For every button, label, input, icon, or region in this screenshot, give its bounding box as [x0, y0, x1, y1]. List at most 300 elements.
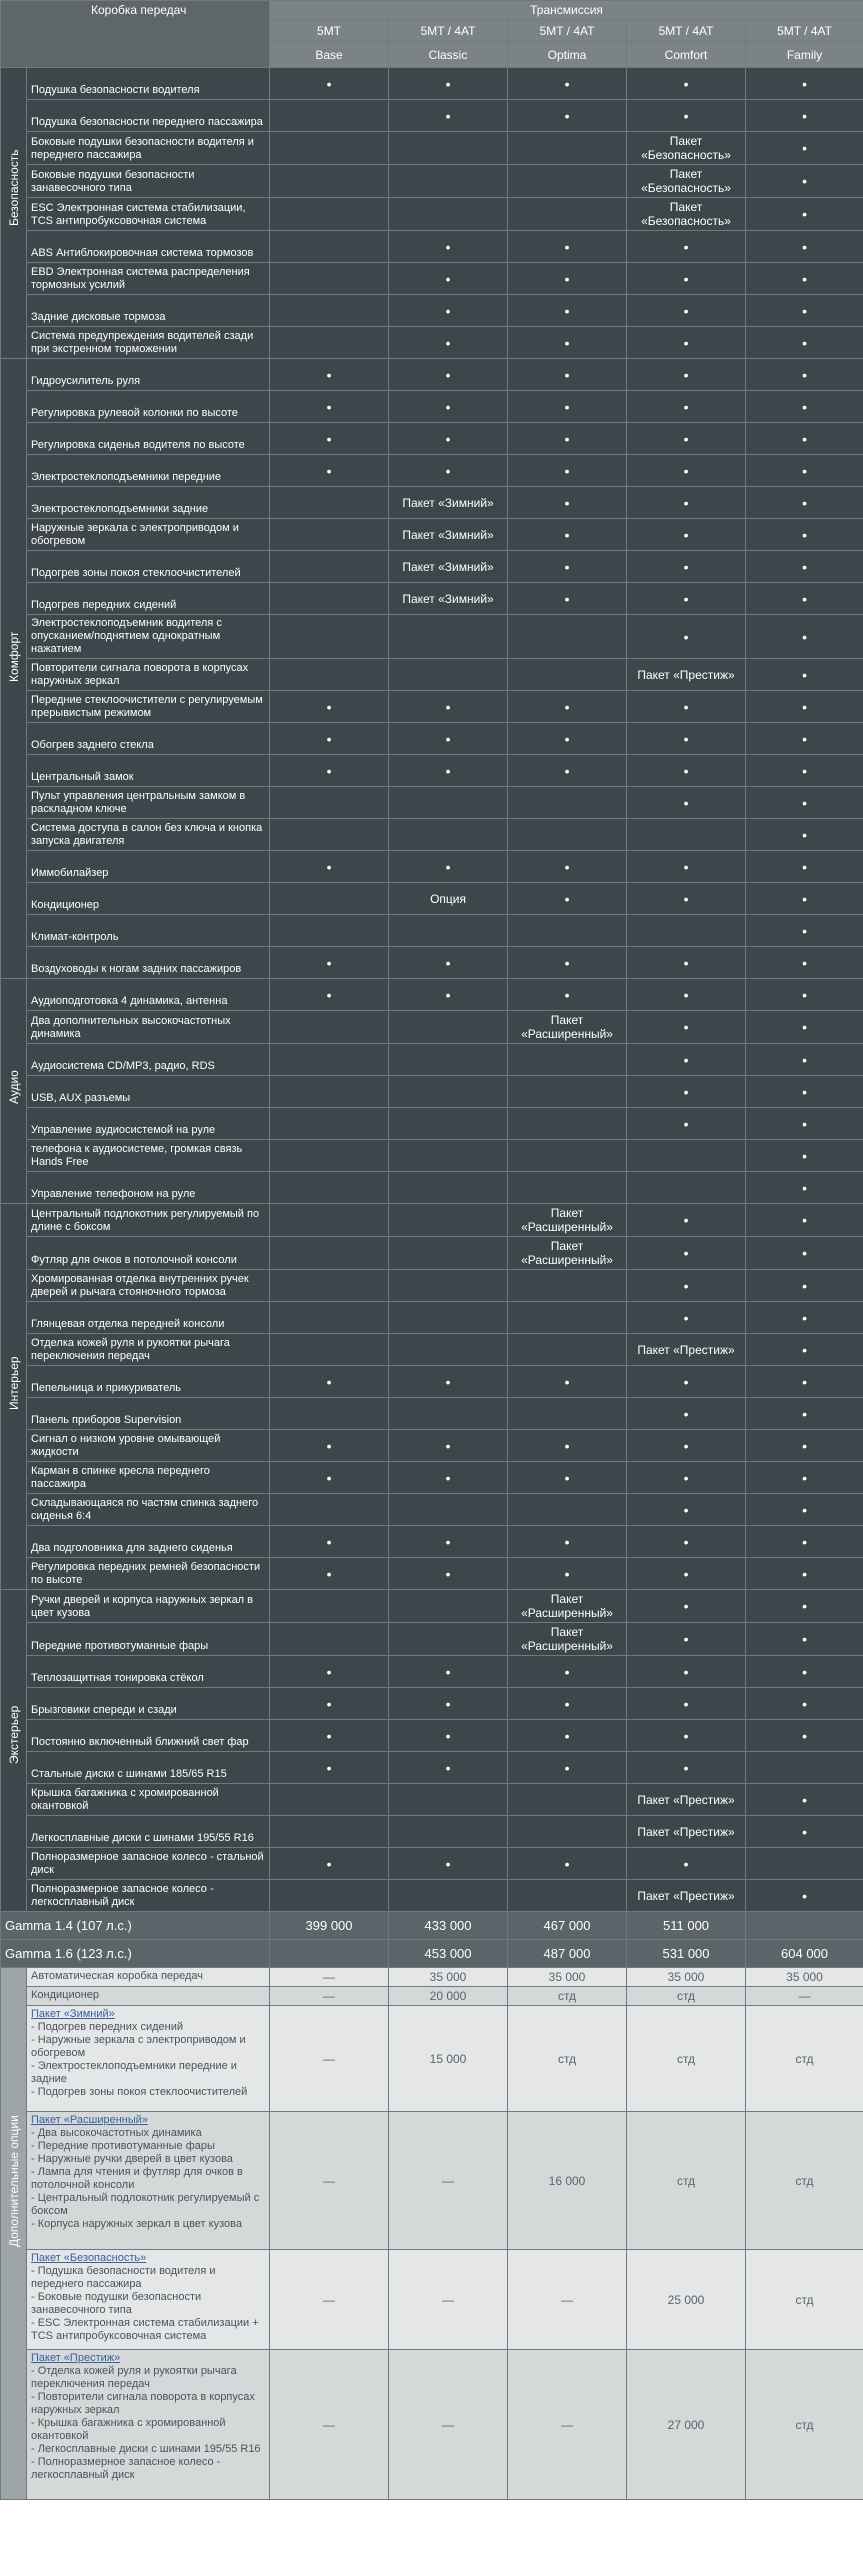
feature-value: • — [627, 1204, 746, 1237]
trim-gear: 5MT / 4AT — [389, 20, 508, 42]
feature-value: • — [508, 68, 627, 100]
feature-value — [389, 1172, 508, 1204]
feature-row — [1, 1366, 863, 1398]
feature-value: • — [270, 1558, 389, 1590]
feature-value — [389, 1237, 508, 1270]
feature-value: • — [508, 391, 627, 423]
feature-value — [389, 1204, 508, 1237]
trim-gear: 5MT / 4AT — [508, 20, 627, 42]
feature-value — [270, 819, 389, 851]
feature-value — [508, 1108, 627, 1140]
option-row — [1, 2350, 863, 2500]
feature-value — [627, 819, 746, 851]
feature-value: • — [746, 132, 863, 165]
feature-value: • — [746, 1334, 863, 1366]
price-value: 467 000 — [508, 1912, 627, 1940]
feature-row — [1, 1526, 863, 1558]
feature-value: • — [508, 295, 627, 327]
feature-value — [389, 132, 508, 165]
feature-value: • — [746, 1880, 863, 1912]
feature-value — [627, 1172, 746, 1204]
feature-value: • — [389, 1720, 508, 1752]
feature-value: • — [627, 1848, 746, 1880]
feature-value — [508, 1816, 627, 1848]
feature-row — [1, 1590, 863, 1623]
option-row — [1, 2250, 863, 2350]
feature-value: • — [270, 1462, 389, 1494]
feature-label: Полноразмерное запасное колесо - стальной диск — [27, 1848, 270, 1880]
feature-label: Сигнал о низком уровне омывающей жидкости — [27, 1430, 270, 1462]
feature-value: • — [746, 327, 863, 359]
feature-value: • — [508, 1366, 627, 1398]
feature-value: • — [389, 723, 508, 755]
option-price: — — [270, 2250, 389, 2350]
feature-value: • — [627, 723, 746, 755]
package-item: - Электростеклоподъемники передние и задние — [31, 2060, 237, 2085]
feature-value: Пакет «Престиж» — [627, 1784, 746, 1816]
feature-value — [389, 787, 508, 819]
section-name: Аудио — [7, 1070, 21, 1104]
feature-value: • — [270, 1656, 389, 1688]
package-item: - Два высокочастотных динамика — [31, 2127, 202, 2139]
feature-value — [508, 1076, 627, 1108]
feature-value: • — [389, 263, 508, 295]
feature-label: Воздуховоды к ногам задних пассажиров — [27, 947, 270, 979]
feature-row — [1, 1302, 863, 1334]
transmission-header: Трансмиссия — [270, 1, 863, 20]
feature-value — [508, 165, 627, 198]
feature-value: • — [746, 1526, 863, 1558]
feature-value: • — [389, 691, 508, 723]
option-row — [1, 1968, 863, 1987]
feature-value: • — [389, 755, 508, 787]
feature-value — [389, 1302, 508, 1334]
feature-value: • — [389, 359, 508, 391]
feature-value: • — [627, 691, 746, 723]
feature-label: Повторители сигнала поворота в корпусах наружных зеркал — [27, 659, 270, 691]
package-item: - Повторители сигнала поворота в корпусах наружных зеркал — [31, 2391, 255, 2416]
option-price: — — [508, 2250, 627, 2350]
feature-value: • — [746, 1172, 863, 1204]
feature-value: • — [627, 1011, 746, 1044]
feature-value: • — [508, 851, 627, 883]
feature-value: Пакет «Расширенный» — [508, 1237, 627, 1270]
feature-row — [1, 947, 863, 979]
feature-value — [270, 1108, 389, 1140]
feature-value — [270, 1334, 389, 1366]
price-value: 511 000 — [627, 1912, 746, 1940]
feature-label: Система доступа в салон без ключа и кнопка запуска двигателя — [27, 819, 270, 851]
feature-label: Постоянно включенный ближний свет фар — [27, 1720, 270, 1752]
feature-value: • — [746, 1816, 863, 1848]
feature-value — [508, 1784, 627, 1816]
feature-value: Пакет «Безопасность» — [627, 132, 746, 165]
package-link[interactable]: Пакет «Расширенный» — [31, 2114, 149, 2126]
feature-value: • — [508, 883, 627, 915]
feature-value — [270, 659, 389, 691]
feature-value: • — [746, 391, 863, 423]
feature-value — [389, 915, 508, 947]
feature-value — [270, 1270, 389, 1302]
feature-row — [1, 295, 863, 327]
package-item: - Подогрев зоны покоя стеклоочистителей — [31, 2086, 248, 2098]
option-row — [1, 1987, 863, 2006]
feature-label: Передние противотуманные фары — [27, 1623, 270, 1656]
feature-label: Подогрев зоны покоя стеклоочистителей — [27, 551, 270, 583]
feature-value — [270, 915, 389, 947]
feature-value: • — [627, 615, 746, 659]
feature-value: • — [746, 198, 863, 231]
feature-value: • — [746, 295, 863, 327]
price-value: 531 000 — [627, 1940, 746, 1968]
feature-value: • — [270, 68, 389, 100]
feature-value — [270, 1011, 389, 1044]
feature-value: Пакет «Расширенный» — [508, 1011, 627, 1044]
feature-row — [1, 1784, 863, 1816]
option-price: 35 000 — [627, 1968, 746, 1987]
option-price: 35 000 — [508, 1968, 627, 1987]
section-label — [1, 1204, 27, 1590]
feature-value: • — [389, 1656, 508, 1688]
package-item: - Подогрев передних сидений — [31, 2021, 183, 2033]
feature-value — [270, 327, 389, 359]
feature-value: • — [627, 551, 746, 583]
section-label — [1, 1590, 27, 1912]
feature-row — [1, 391, 863, 423]
package-item: - Наружные ручки дверей в цвет кузова — [31, 2153, 233, 2165]
feature-label: Пульт управления центральным замком в раскладном ключе — [27, 787, 270, 819]
price-row — [1, 1940, 863, 1968]
feature-value — [389, 1044, 508, 1076]
option-title: Автоматическая коробка передач — [31, 1970, 204, 1982]
feature-label: ESC Электронная система стабилизации, TCS антипробуксовочная система — [27, 198, 270, 231]
feature-label: Боковые подушки безопасности занавесочного типа — [27, 165, 270, 198]
option-label — [27, 2112, 270, 2250]
price-value: 433 000 — [389, 1912, 508, 1940]
feature-label: Складывающаяся по частям спинка заднего сиденья 6:4 — [27, 1494, 270, 1526]
feature-value — [508, 1270, 627, 1302]
package-link[interactable]: Пакет «Безопасность» — [31, 2252, 147, 2264]
feature-row — [1, 1237, 863, 1270]
options-section-name: Дополнительные опции — [7, 2114, 21, 2247]
package-link[interactable]: Пакет «Престиж» — [31, 2352, 121, 2364]
price-value — [270, 1940, 389, 1968]
feature-value: • — [389, 327, 508, 359]
feature-value: • — [746, 1302, 863, 1334]
package-item: - Корпуса наружных зеркал в цвет кузова — [31, 2218, 242, 2230]
package-item: - ESC Электронная система стабилизации + TCS антипробуксовочная система — [31, 2317, 259, 2342]
feature-value — [508, 615, 627, 659]
feature-value — [508, 819, 627, 851]
feature-value: • — [508, 1848, 627, 1880]
feature-label: Управление аудиосистемой на руле — [27, 1108, 270, 1140]
feature-label: EBD Электронная система распределения тормозных усилий — [27, 263, 270, 295]
section-label — [1, 68, 27, 359]
feature-value — [270, 1398, 389, 1430]
feature-row — [1, 198, 863, 231]
feature-label: Брызговики спереди и сзади — [27, 1688, 270, 1720]
feature-value: Пакет «Безопасность» — [627, 198, 746, 231]
option-price: — — [270, 1968, 389, 1987]
option-price: — — [270, 2112, 389, 2250]
trim-gear: 5MT — [270, 20, 389, 42]
feature-value — [508, 915, 627, 947]
feature-value: • — [746, 1044, 863, 1076]
feature-row — [1, 819, 863, 851]
feature-value: Пакет «Зимний» — [389, 519, 508, 551]
package-item: - Отделка кожей руля и рукоятки рычага переключения передач — [31, 2365, 237, 2390]
price-value: 399 000 — [270, 1912, 389, 1940]
feature-value: • — [746, 1590, 863, 1623]
feature-value: • — [746, 819, 863, 851]
feature-value — [270, 1204, 389, 1237]
feature-value — [389, 1494, 508, 1526]
feature-value: • — [627, 1108, 746, 1140]
feature-label: ABS Антиблокировочная система тормозов — [27, 231, 270, 263]
feature-value: • — [627, 1044, 746, 1076]
feature-value — [270, 1044, 389, 1076]
trim-name: Family — [746, 42, 863, 68]
option-price: стд — [627, 2006, 746, 2112]
feature-value — [508, 1398, 627, 1430]
trim-gear: 5MT / 4AT — [627, 20, 746, 42]
option-label — [27, 2250, 270, 2350]
feature-label: Глянцевая отделка передней консоли — [27, 1302, 270, 1334]
feature-row — [1, 1044, 863, 1076]
package-item: - Передние противотуманные фары — [31, 2140, 215, 2152]
feature-value: • — [746, 1076, 863, 1108]
feature-value: Пакет «Престиж» — [627, 1880, 746, 1912]
feature-row — [1, 68, 863, 100]
feature-row — [1, 659, 863, 691]
section-name: Экстерьер — [7, 1705, 21, 1764]
feature-value: • — [627, 1526, 746, 1558]
feature-row — [1, 100, 863, 132]
feature-row — [1, 1462, 863, 1494]
feature-value: • — [389, 1688, 508, 1720]
feature-label: Футляр для очков в потолочной консоли — [27, 1237, 270, 1270]
feature-value: • — [508, 455, 627, 487]
feature-row — [1, 231, 863, 263]
feature-value: • — [627, 1270, 746, 1302]
feature-value: • — [627, 1366, 746, 1398]
feature-value: • — [627, 979, 746, 1011]
feature-value: • — [508, 755, 627, 787]
feature-value: • — [508, 1720, 627, 1752]
feature-value — [270, 165, 389, 198]
feature-value: • — [746, 263, 863, 295]
feature-value — [389, 198, 508, 231]
feature-value: • — [389, 1848, 508, 1880]
feature-value: • — [746, 979, 863, 1011]
feature-value — [508, 1140, 627, 1172]
feature-value: • — [746, 1784, 863, 1816]
feature-value: • — [389, 1462, 508, 1494]
feature-value: • — [746, 1011, 863, 1044]
feature-value: Пакет «Престиж» — [627, 1334, 746, 1366]
feature-value: • — [627, 1688, 746, 1720]
option-price: — — [270, 1987, 389, 2006]
feature-value: • — [508, 487, 627, 519]
feature-label: Электростеклоподъемники задние — [27, 487, 270, 519]
option-price: — — [746, 1987, 863, 2006]
feature-label: Полноразмерное запасное колесо - легкосплавный диск — [27, 1880, 270, 1912]
feature-value: • — [270, 1752, 389, 1784]
feature-row — [1, 1656, 863, 1688]
feature-value: • — [627, 883, 746, 915]
option-price: стд — [508, 1987, 627, 2006]
feature-value — [270, 132, 389, 165]
price-value: 604 000 — [746, 1940, 863, 1968]
feature-row — [1, 723, 863, 755]
feature-value: • — [508, 583, 627, 615]
option-price: 35 000 — [746, 1968, 863, 1987]
feature-row — [1, 583, 863, 615]
engine-label: Gamma 1.4 (107 л.с.) — [1, 1912, 270, 1940]
feature-value: • — [746, 1623, 863, 1656]
feature-value: • — [746, 1270, 863, 1302]
feature-row — [1, 979, 863, 1011]
feature-value: • — [627, 327, 746, 359]
feature-label: USB, AUX разъемы — [27, 1076, 270, 1108]
feature-value — [389, 1076, 508, 1108]
feature-value: Пакет «Зимний» — [389, 487, 508, 519]
feature-value — [270, 1784, 389, 1816]
feature-value — [270, 487, 389, 519]
package-item: - Легкосплавные диски с шинами 195/55 R16 — [31, 2443, 261, 2455]
feature-value — [508, 1172, 627, 1204]
option-price: — — [389, 2350, 508, 2500]
feature-value: • — [746, 231, 863, 263]
feature-row — [1, 165, 863, 198]
feature-value: • — [627, 1237, 746, 1270]
feature-value: • — [270, 723, 389, 755]
feature-label: Аудиосистема CD/MP3, радио, RDS — [27, 1044, 270, 1076]
feature-value: • — [508, 1430, 627, 1462]
feature-value: • — [746, 583, 863, 615]
feature-label: Иммобилайзер — [27, 851, 270, 883]
option-price: стд — [627, 2112, 746, 2250]
feature-row — [1, 423, 863, 455]
feature-value — [389, 165, 508, 198]
feature-value — [270, 787, 389, 819]
feature-value: • — [508, 979, 627, 1011]
feature-value: • — [270, 359, 389, 391]
feature-value: • — [508, 1462, 627, 1494]
feature-label: Два подголовника для заднего сиденья — [27, 1526, 270, 1558]
feature-row — [1, 1623, 863, 1656]
feature-value: Пакет «Расширенный» — [508, 1623, 627, 1656]
feature-value — [270, 1623, 389, 1656]
feature-value — [270, 295, 389, 327]
option-price: — — [389, 2250, 508, 2350]
feature-row — [1, 132, 863, 165]
feature-value — [389, 1816, 508, 1848]
option-price: 20 000 — [389, 1987, 508, 2006]
feature-row — [1, 1140, 863, 1172]
feature-value — [389, 1011, 508, 1044]
feature-value: • — [389, 1526, 508, 1558]
feature-value — [508, 1494, 627, 1526]
feature-value: • — [627, 1623, 746, 1656]
package-link[interactable]: Пакет «Зимний» — [31, 2008, 115, 2020]
feature-value: Пакет «Безопасность» — [627, 165, 746, 198]
feature-value: • — [389, 1430, 508, 1462]
feature-label: Аудиоподготовка 4 динамика, антенна — [27, 979, 270, 1011]
feature-row — [1, 1204, 863, 1237]
feature-row — [1, 755, 863, 787]
feature-value: • — [746, 1720, 863, 1752]
feature-label: Центральный замок — [27, 755, 270, 787]
section-label — [1, 979, 27, 1204]
feature-value: • — [389, 1366, 508, 1398]
feature-value: • — [270, 947, 389, 979]
package-item: - Крышка багажника с хромированной окантовкой — [31, 2417, 226, 2442]
feature-value: • — [746, 883, 863, 915]
feature-value — [270, 883, 389, 915]
price-value — [746, 1912, 863, 1940]
feature-value: • — [746, 1558, 863, 1590]
feature-value: • — [746, 851, 863, 883]
feature-value — [270, 583, 389, 615]
feature-value — [508, 659, 627, 691]
feature-value: • — [627, 295, 746, 327]
feature-value: • — [270, 1526, 389, 1558]
feature-value: Пакет «Зимний» — [389, 583, 508, 615]
feature-value: • — [389, 391, 508, 423]
feature-label: Обогрев заднего стекла — [27, 723, 270, 755]
trim-gear: 5MT / 4AT — [746, 20, 863, 42]
option-price: — — [270, 2350, 389, 2500]
option-price: стд — [627, 1987, 746, 2006]
feature-label: Боковые подушки безопасности водителя и переднего пассажира — [27, 132, 270, 165]
gearbox-header: Коробка передач — [1, 1, 270, 68]
feature-value: • — [389, 979, 508, 1011]
feature-row — [1, 263, 863, 295]
feature-value: • — [270, 455, 389, 487]
feature-value — [389, 819, 508, 851]
feature-value: • — [508, 551, 627, 583]
option-price: 15 000 — [389, 2006, 508, 2112]
package-item: - Полноразмерное запасное колесо - легкосплавный диск — [31, 2456, 221, 2481]
feature-label: Наружные зеркала с электроприводом и обогревом — [27, 519, 270, 551]
feature-label: Гидроусилитель руля — [27, 359, 270, 391]
feature-value — [508, 132, 627, 165]
option-row — [1, 2006, 863, 2112]
feature-label: телефона к аудиосистеме, громкая связь Hands Free — [27, 1140, 270, 1172]
option-label — [27, 1968, 270, 1987]
feature-value: • — [746, 551, 863, 583]
option-price: — — [389, 2112, 508, 2250]
feature-value: • — [508, 1752, 627, 1784]
feature-value — [389, 659, 508, 691]
feature-row — [1, 1172, 863, 1204]
feature-row — [1, 1430, 863, 1462]
feature-value — [746, 1848, 863, 1880]
feature-value: • — [627, 1302, 746, 1334]
feature-row — [1, 1011, 863, 1044]
feature-label: Электростеклоподъемник водителя с опусканием/поднятием однократным нажатием — [27, 615, 270, 659]
feature-value: Пакет «Престиж» — [627, 659, 746, 691]
feature-value: • — [389, 231, 508, 263]
trim-name: Base — [270, 42, 389, 68]
feature-value: • — [627, 1590, 746, 1623]
feature-value — [508, 1880, 627, 1912]
feature-value: • — [746, 68, 863, 100]
feature-value — [508, 198, 627, 231]
feature-value: • — [627, 583, 746, 615]
feature-row — [1, 851, 863, 883]
